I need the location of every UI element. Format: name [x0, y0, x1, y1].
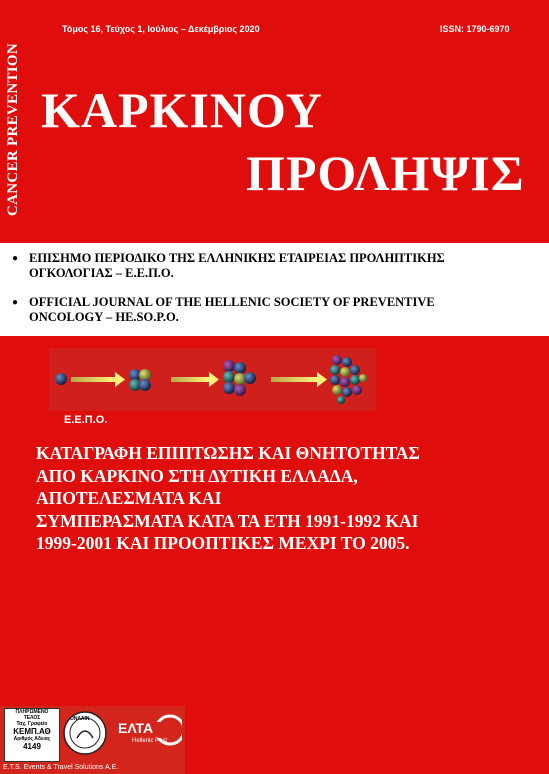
journal-title-line1: ΚΑΡΚΙΝΟΥ [41, 82, 323, 138]
elta-text: ΕΛΤΑ [118, 720, 154, 736]
headline-line: ΣΥΜΠΕΡΑΣΜΑΤΑ ΚΑΤΑ ΤΑ ΕΤΗ 1991-1992 ΚΑΙ [36, 510, 419, 531]
greek-subtitle-line2: ΟΓΚΟΛΟΓΙΑΣ – Ε.Ε.Π.Ο. [29, 266, 174, 280]
society-logo-caption: Ε.Ε.Π.Ο. [64, 414, 108, 426]
bullet-icon: ● [12, 253, 19, 264]
round-stamp-text: ΟΝΛΑΙΝ [70, 716, 90, 722]
english-subtitle-line2: ONCOLOGY – HE.SO.P.O. [29, 310, 179, 324]
stamp-line: Αριθμός Αδειας [13, 736, 51, 742]
stamp-line: ΠΛΗΡΩΜΕΝΟ [15, 709, 49, 715]
stamp-line: ΚΕΜΠ.ΑΘ [13, 727, 51, 736]
vertical-title [4, 22, 24, 236]
company-name: E.T.S. Events & Travel Solutions A.E. [3, 764, 119, 771]
headline-line: ΑΠΟΤΕΛΕΣΜΑΤΑ ΚΑΙ [36, 488, 222, 508]
vertical-title-text: CANCER PREVENTION [5, 42, 22, 216]
headline-line: 1999-2001 ΚΑΙ ΠΡΟΟΠΤΙΚΕΣ ΜΕΧΡΙ ΤΟ 2005. [36, 533, 410, 553]
stamp-line: 4149 [23, 742, 41, 751]
greek-subtitle-line1: ΕΠΙΣΗΜΟ ΠΕΡΙΟΔΙΚΟ ΤΗΣ ΕΛΛΗΝΙΚΗΣ ΕΤΑΙΡΕΙΑΣ ΠΡΟΛΗΠΤΙΚΗΣ [29, 251, 445, 265]
cell-growth-illustration [49, 348, 376, 411]
stamp-line: Ταχ. Γραφείο [16, 721, 48, 727]
elta-subtext: Hellenic Post [132, 738, 168, 744]
journal-info-band [0, 243, 549, 336]
paid-postage-stamp [4, 708, 60, 762]
stamp-line: ΤΕΛΟΣ [23, 715, 41, 721]
issn: ISSN: 1790-6970 [440, 24, 510, 34]
issue-info: Τόμος 16, Τεύχος 1, Ιούλιος – Δεκέμβριος 2020 [62, 24, 260, 34]
english-subtitle-line1: OFFICIAL JOURNAL OF THE HELLENIC SOCIETY OF PREVENTIVE [29, 295, 435, 309]
english-subtitle [12, 295, 537, 325]
greek-subtitle [12, 251, 537, 281]
article-headline [36, 442, 546, 555]
journal-title-line2: ΠΡΟΛΗΨΙΣ [246, 145, 525, 201]
elta-logo [112, 710, 182, 756]
bullet-icon: ● [12, 297, 19, 308]
headline-line: ΚΑΤΑΓΡΑΦΗ ΕΠΙΠΤΩΣΗΣ ΚΑΙ ΘΝΗΤΟΤΗΤΑΣ [36, 443, 420, 463]
headline-line: ΑΠΟ ΚΑΡΚΙΝΟ ΣΤΗ ΔΥΤΙΚΗ ΕΛΛΑΔΑ, [36, 465, 358, 486]
postal-footer [0, 706, 185, 774]
